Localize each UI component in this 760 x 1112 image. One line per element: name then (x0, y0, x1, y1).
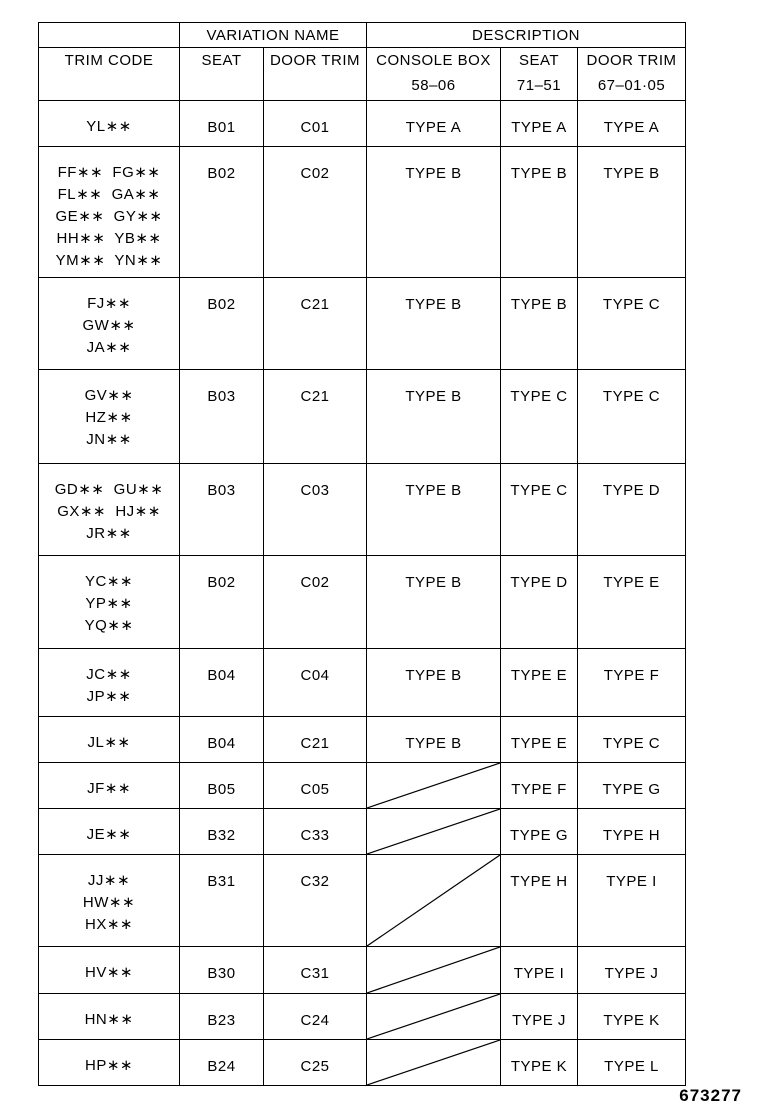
not-applicable-diagonal (367, 809, 500, 854)
header-door-trim-label: DOOR TRIM (269, 52, 361, 69)
trim-code-cell (39, 994, 180, 1040)
header-variation-name: VARIATION NAME (180, 23, 367, 48)
trim-code-cell (39, 809, 180, 855)
seat-variation-cell: B02 (180, 556, 264, 649)
door-trim-type-cell: TYPE A (578, 101, 686, 147)
door-trim-type-cell: TYPE H (578, 809, 686, 855)
door-trim-type-cell: TYPE D (578, 464, 686, 556)
seat-variation-cell: B32 (180, 809, 264, 855)
figure-number: 673277 (679, 1086, 742, 1105)
table-row (39, 147, 686, 278)
table-row (39, 947, 686, 994)
trim-code-cell (39, 763, 180, 809)
trim-code: HP∗∗ (85, 1057, 133, 1074)
table-body (39, 101, 686, 1086)
seat-variation-cell: B31 (180, 855, 264, 947)
header-trim-code (39, 48, 180, 101)
console-box-not-applicable-cell (367, 855, 501, 947)
trim-code: FF∗∗ FG∗∗ (57, 164, 161, 181)
seat-type-cell: TYPE K (501, 1040, 578, 1086)
not-applicable-diagonal (367, 855, 500, 946)
door-trim-variation-cell: C03 (264, 464, 367, 556)
trim-code: JA∗∗ (86, 339, 132, 356)
seat-type-cell: TYPE F (501, 763, 578, 809)
door-trim-variation-cell: C25 (264, 1040, 367, 1086)
table-row (39, 556, 686, 649)
table-row (39, 763, 686, 809)
trim-code: FJ∗∗ (87, 295, 131, 312)
trim-code: JC∗∗ (86, 666, 132, 683)
trim-code: YM∗∗ YN∗∗ (55, 252, 163, 269)
table-row (39, 649, 686, 717)
door-trim-variation-cell: C32 (264, 855, 367, 947)
trim-code: HH∗∗ YB∗∗ (56, 230, 162, 247)
console-box-type-cell: TYPE B (367, 278, 501, 370)
trim-code-cell (39, 147, 180, 278)
table-row (39, 809, 686, 855)
console-box-type-cell: TYPE B (367, 717, 501, 763)
seat-variation-cell: B01 (180, 101, 264, 147)
trim-code: HN∗∗ (84, 1011, 134, 1028)
trim-code: HV∗∗ (85, 964, 133, 981)
table-row (39, 278, 686, 370)
trim-code: JP∗∗ (86, 688, 132, 705)
console-box-type-cell: TYPE B (367, 464, 501, 556)
header-seat (180, 48, 264, 101)
trim-code: HZ∗∗ (85, 409, 133, 426)
header-door-trim (264, 48, 367, 101)
header-console-box (367, 48, 501, 101)
seat-variation-cell: B03 (180, 370, 264, 464)
seat-variation-cell: B02 (180, 278, 264, 370)
seat-variation-cell: B04 (180, 649, 264, 717)
seat-type-cell: TYPE B (501, 147, 578, 278)
door-trim-type-cell: TYPE I (578, 855, 686, 947)
trim-code: GD∗∗ GU∗∗ (54, 481, 164, 498)
door-trim-type-cell: TYPE G (578, 763, 686, 809)
table-row (39, 101, 686, 147)
door-trim-type-cell: TYPE K (578, 994, 686, 1040)
door-trim-variation-cell: C33 (264, 809, 367, 855)
trim-code-cell (39, 1040, 180, 1086)
trim-code: GV∗∗ (84, 387, 134, 404)
trim-code: YQ∗∗ (84, 617, 134, 634)
trim-code: YC∗∗ (85, 573, 133, 590)
door-trim-type-cell: TYPE C (578, 370, 686, 464)
header-blank-cell (39, 23, 180, 48)
header-seat-label: SEAT (201, 52, 242, 69)
seat-type-cell: TYPE H (501, 855, 578, 947)
door-trim-type-cell: TYPE C (578, 717, 686, 763)
table-row (39, 464, 686, 556)
trim-code: HW∗∗ (82, 894, 136, 911)
console-box-type-cell: TYPE A (367, 101, 501, 147)
console-box-not-applicable-cell (367, 1040, 501, 1086)
console-box-type-cell: TYPE B (367, 556, 501, 649)
seat-variation-cell: B02 (180, 147, 264, 278)
door-trim-variation-cell: C05 (264, 763, 367, 809)
header-console-box-label: CONSOLE BOX (376, 52, 491, 69)
table-row (39, 1040, 686, 1086)
seat-variation-cell: B03 (180, 464, 264, 556)
trim-code: JN∗∗ (86, 431, 132, 448)
seat-type-cell: TYPE B (501, 278, 578, 370)
trim-code: HX∗∗ (85, 916, 133, 933)
console-box-not-applicable-cell (367, 763, 501, 809)
trim-code: GW∗∗ (82, 317, 136, 334)
trim-code-cell (39, 649, 180, 717)
seat-variation-cell: B24 (180, 1040, 264, 1086)
trim-code-cell (39, 370, 180, 464)
trim-code-cell (39, 278, 180, 370)
trim-code: GE∗∗ GY∗∗ (55, 208, 163, 225)
not-applicable-diagonal (367, 763, 500, 808)
trim-variation-table (38, 22, 686, 1086)
door-trim-variation-cell: C21 (264, 370, 367, 464)
trim-code: JL∗∗ (87, 734, 131, 751)
seat-type-cell: TYPE A (501, 101, 578, 147)
header-desc-seat-label: SEAT (518, 52, 560, 69)
header-desc-door-trim-ref: 67‒01·05 (597, 77, 666, 94)
door-trim-variation-cell: C01 (264, 101, 367, 147)
console-box-not-applicable-cell (367, 809, 501, 855)
door-trim-type-cell: TYPE C (578, 278, 686, 370)
header-row-columns (39, 48, 686, 101)
console-box-type-cell: TYPE B (367, 370, 501, 464)
trim-code: JF∗∗ (87, 780, 131, 797)
door-trim-variation-cell: C21 (264, 717, 367, 763)
seat-type-cell: TYPE C (501, 370, 578, 464)
console-box-not-applicable-cell (367, 994, 501, 1040)
console-box-not-applicable-cell (367, 947, 501, 994)
door-trim-type-cell: TYPE J (578, 947, 686, 994)
trim-code: YP∗∗ (85, 595, 133, 612)
door-trim-type-cell: TYPE F (578, 649, 686, 717)
seat-type-cell: TYPE D (501, 556, 578, 649)
seat-variation-cell: B30 (180, 947, 264, 994)
seat-type-cell: TYPE J (501, 994, 578, 1040)
header-desc-door-trim-label: DOOR TRIM (586, 52, 677, 69)
header-desc-seat (501, 48, 578, 101)
trim-code-cell (39, 717, 180, 763)
seat-type-cell: TYPE C (501, 464, 578, 556)
seat-variation-cell: B23 (180, 994, 264, 1040)
trim-code: FL∗∗ GA∗∗ (57, 186, 161, 203)
door-trim-variation-cell: C24 (264, 994, 367, 1040)
trim-code: YL∗∗ (86, 118, 132, 135)
header-row-group (39, 23, 686, 48)
seat-type-cell: TYPE E (501, 717, 578, 763)
seat-type-cell: TYPE G (501, 809, 578, 855)
table-header (39, 23, 686, 101)
seat-variation-cell: B05 (180, 763, 264, 809)
table-row (39, 994, 686, 1040)
trim-code-cell (39, 464, 180, 556)
door-trim-variation-cell: C21 (264, 278, 367, 370)
trim-code-cell (39, 556, 180, 649)
not-applicable-diagonal (367, 994, 500, 1039)
not-applicable-diagonal (367, 947, 500, 993)
trim-code: JJ∗∗ (87, 872, 131, 889)
trim-code-cell (39, 947, 180, 994)
header-console-box-ref: 58‒06 (411, 77, 456, 94)
seat-type-cell: TYPE I (501, 947, 578, 994)
header-desc-seat-ref: 71‒51 (516, 77, 562, 94)
table-row (39, 717, 686, 763)
seat-variation-cell: B04 (180, 717, 264, 763)
header-description: DESCRIPTION (367, 23, 686, 48)
door-trim-variation-cell: C02 (264, 556, 367, 649)
not-applicable-diagonal (367, 1040, 500, 1085)
header-trim-code-label: TRIM CODE (64, 52, 154, 69)
trim-code-cell (39, 101, 180, 147)
trim-code: GX∗∗ HJ∗∗ (57, 503, 161, 520)
door-trim-type-cell: TYPE E (578, 556, 686, 649)
table-row (39, 855, 686, 947)
header-desc-door-trim (578, 48, 686, 101)
door-trim-type-cell: TYPE L (578, 1040, 686, 1086)
trim-code-cell (39, 855, 180, 947)
door-trim-variation-cell: C31 (264, 947, 367, 994)
door-trim-type-cell: TYPE B (578, 147, 686, 278)
table-row (39, 370, 686, 464)
door-trim-variation-cell: C04 (264, 649, 367, 717)
door-trim-variation-cell: C02 (264, 147, 367, 278)
console-box-type-cell: TYPE B (367, 147, 501, 278)
console-box-type-cell: TYPE B (367, 649, 501, 717)
trim-code: JE∗∗ (86, 826, 132, 843)
seat-type-cell: TYPE E (501, 649, 578, 717)
trim-code: JR∗∗ (86, 525, 132, 542)
